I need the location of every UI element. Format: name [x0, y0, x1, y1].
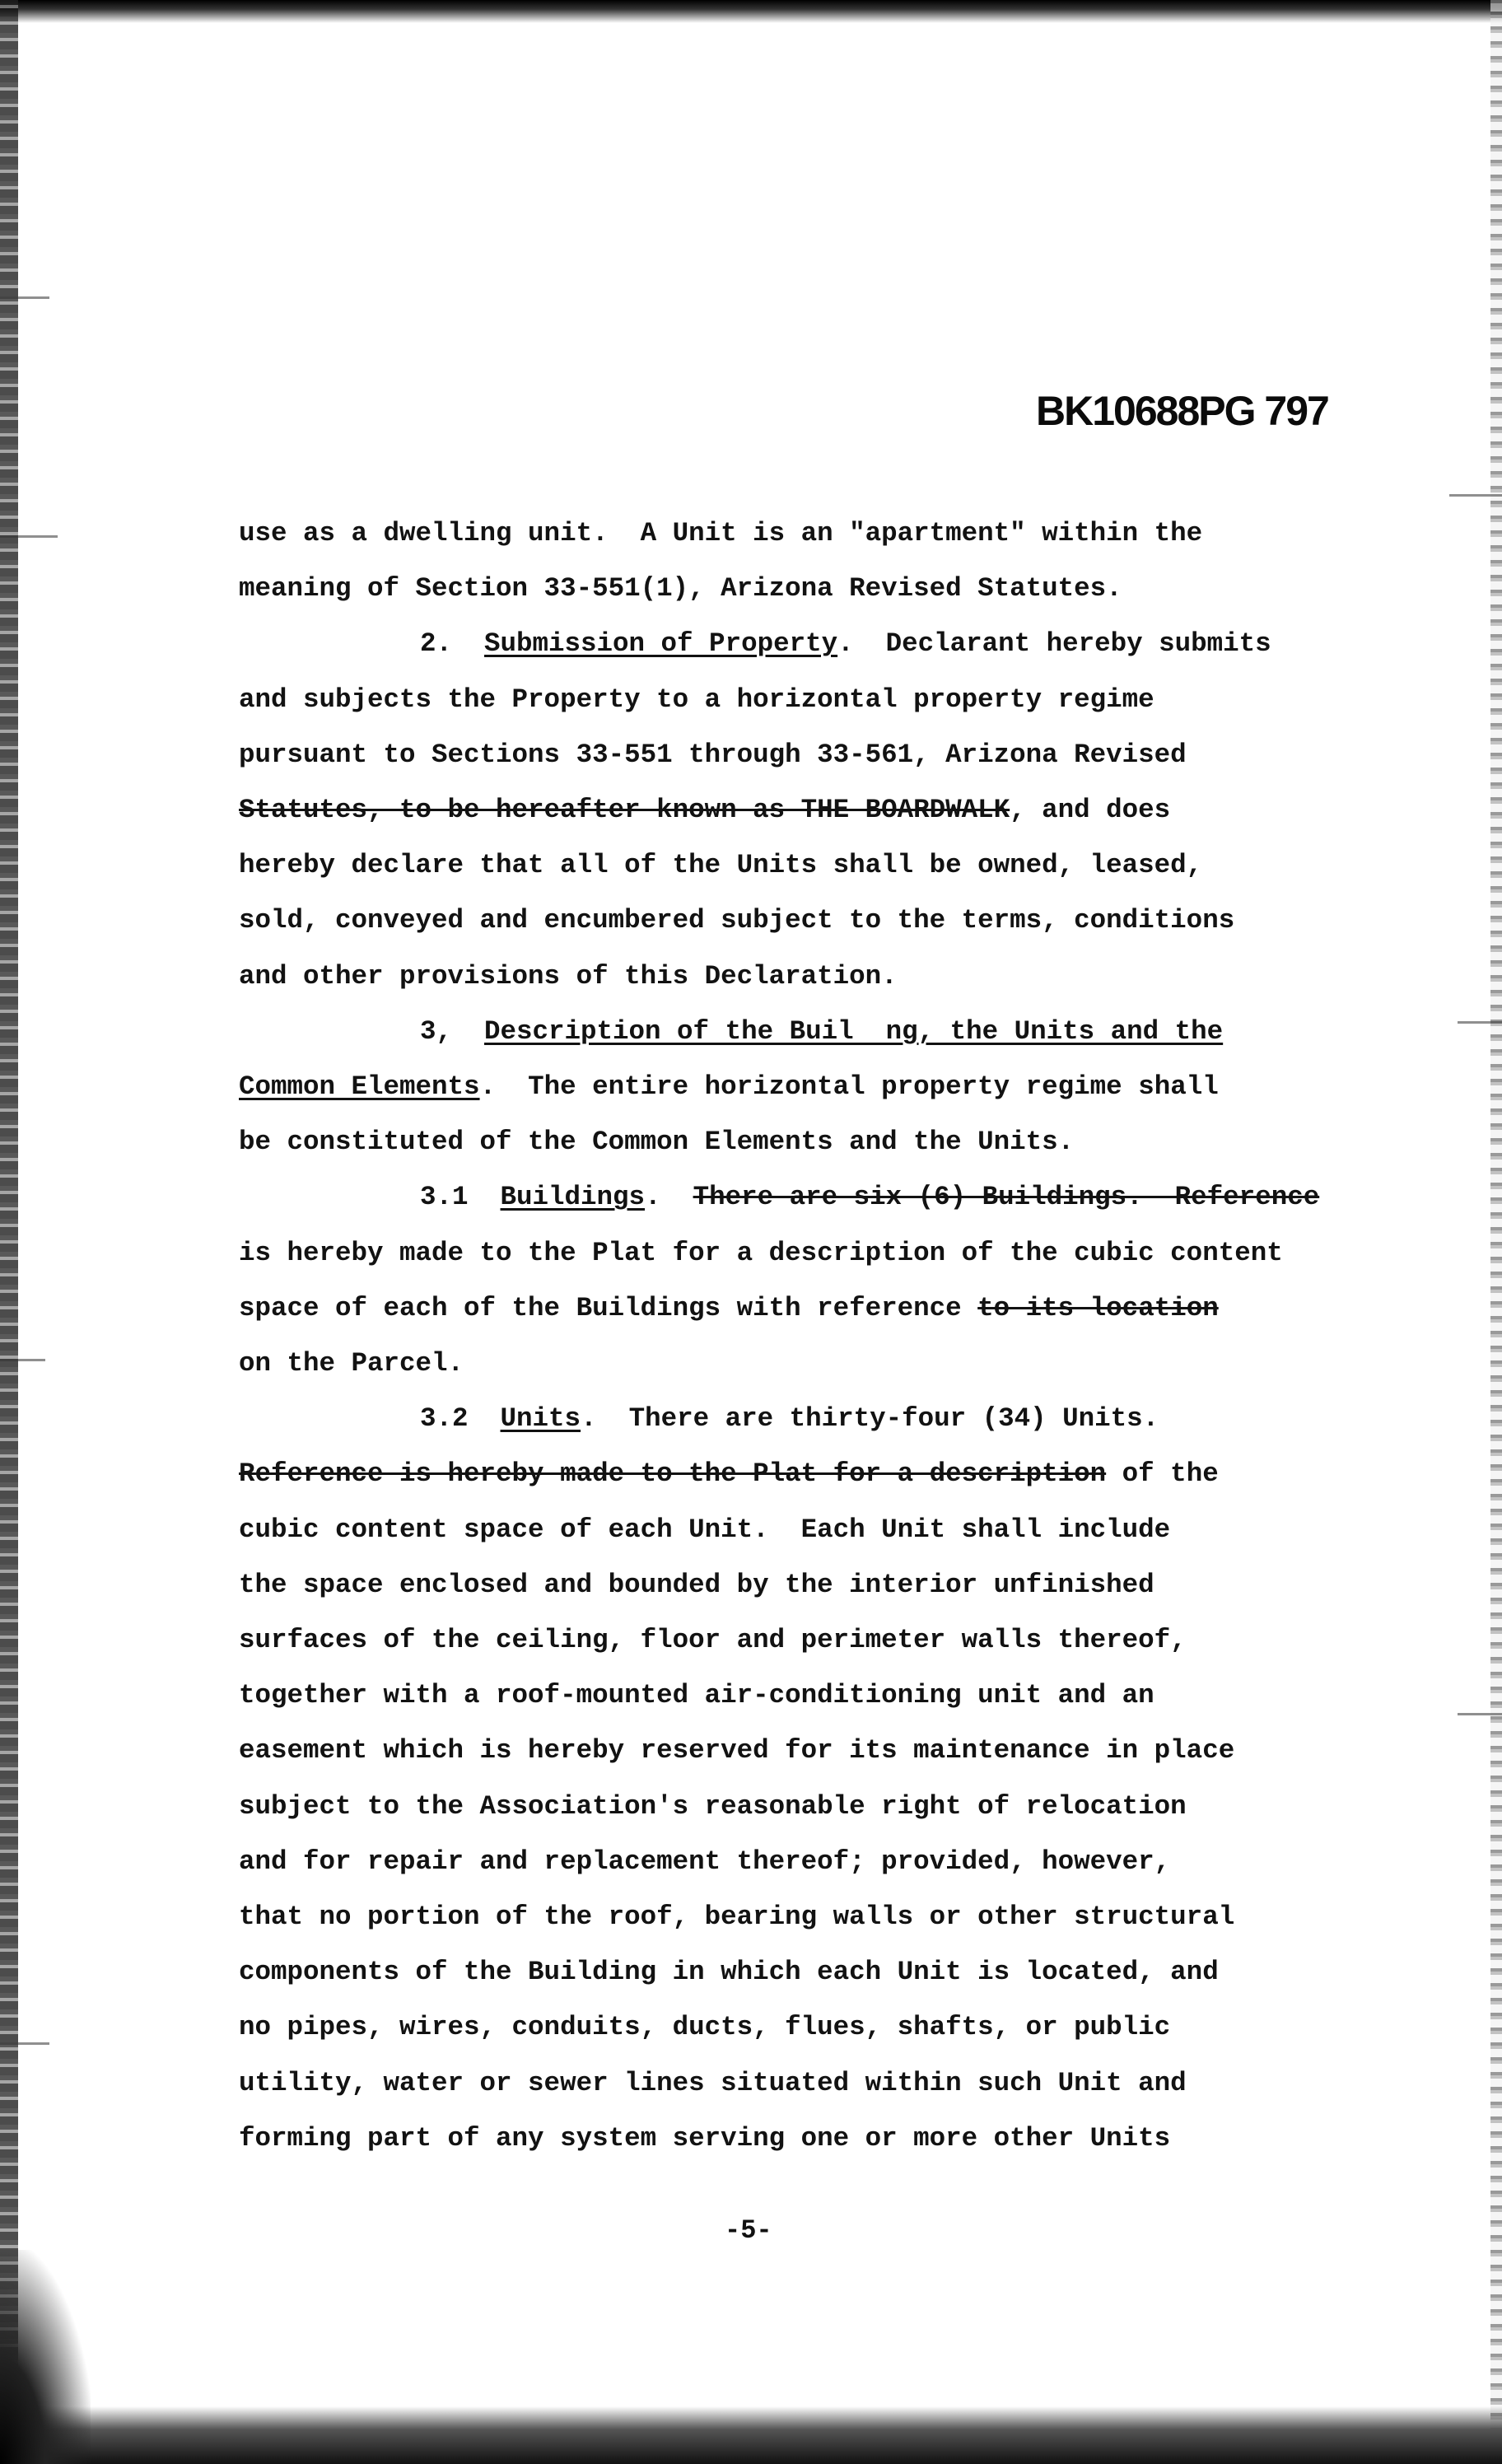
document-line: [239, 794, 1170, 827]
document-line: that no portion of the roof, bearing walls or other structural: [239, 1902, 1235, 1932]
scan-noise: [0, 2042, 49, 2045]
section-title: Submission of Property: [484, 628, 838, 660]
document-line: no pipes, wires, conduits, ducts, flues, shafts, or public: [239, 2012, 1171, 2043]
document-line: and other provisions of this Declaration.: [239, 960, 898, 992]
section-title: Units: [500, 1403, 581, 1435]
scan-corner-smudge: [0, 2250, 91, 2464]
document-line: and for repair and replacement thereof; provided, however,: [239, 1846, 1171, 1877]
document-line: is hereby made to the Plat for a description of the cubic content: [239, 1237, 1283, 1268]
document-line: and subjects the Property to a horizontal property regime: [239, 684, 1154, 715]
struck-text: Reference is hereby made to the Plat for a description: [239, 1458, 1107, 1490]
document-line: forming part of any system serving one or more other Units: [239, 2122, 1171, 2154]
document-line: [420, 1402, 1159, 1435]
document-line: cubic content space of each Unit. Each Unit shall include: [239, 1514, 1171, 1545]
page-number: -5-: [725, 2215, 772, 2246]
document-line: utility, water or sewer lines situated within such Unit and: [239, 2067, 1187, 2098]
scan-noise: [0, 296, 49, 299]
recording-stamp: BK10688PG 797: [1036, 388, 1328, 434]
section-title: Description of the Buil ng, the Units and the: [484, 1015, 1224, 1047]
line-text: space of each of the Buildings with reference: [239, 1292, 978, 1323]
scan-noise: [1458, 1021, 1502, 1024]
section-number: 3.1: [420, 1182, 501, 1213]
document-line: easement which is hereby reserved for its maintenance in place: [239, 1735, 1235, 1766]
document-line: sold, conveyed and encumbered subject to the terms, conditions: [239, 905, 1235, 936]
line-text: . Declarant hereby submits: [837, 628, 1271, 660]
document-line: [239, 1458, 1219, 1491]
document-line: pursuant to Sections 33-551 through 33-561, Arizona Revised: [239, 739, 1187, 770]
document-line: [420, 1181, 1319, 1214]
document-line: surfaces of the ceiling, floor and perimeter walls thereof,: [239, 1625, 1187, 1655]
document-line: the space enclosed and bounded by the interior unfinished: [239, 1569, 1154, 1600]
section-title: Common Elements: [239, 1071, 480, 1102]
scan-border-top: [0, 0, 1502, 23]
document-line: together with a roof-mounted air-conditioning unit and an: [239, 1680, 1154, 1711]
document-line: [420, 628, 1271, 660]
struck-text: There are six (6) Buildings. Reference: [693, 1182, 1320, 1213]
line-text: , and does: [1010, 795, 1171, 825]
document-line: [239, 1071, 1219, 1104]
section-number: 3.2: [420, 1403, 501, 1435]
scan-border-right: [1490, 0, 1502, 2464]
section-number: 3,: [420, 1015, 485, 1047]
document-line: [420, 1015, 1223, 1048]
line-text: of the: [1106, 1458, 1219, 1490]
document-line: use as a dwelling unit. A Unit is an "apartment" within the: [239, 518, 1203, 548]
line-text: . There are thirty-four (34) Units.: [581, 1403, 1159, 1435]
line-text: .: [645, 1182, 693, 1213]
struck-text: to its location: [977, 1292, 1219, 1323]
document-line: on the Parcel.: [239, 1348, 464, 1379]
document-line: components of the Building in which each Unit is located, and: [239, 1957, 1219, 1988]
document-line: [239, 1292, 1219, 1325]
scan-noise: [1458, 1713, 1502, 1715]
document-line: be constituted of the Common Elements and the Units.: [239, 1127, 1075, 1158]
struck-text: Statutes, to be hereafter known as THE BOARDWALK: [239, 795, 1010, 825]
scan-noise: [1449, 494, 1502, 497]
document-line: meaning of Section 33-551(1), Arizona Revised Statutes.: [239, 573, 1122, 604]
scan-noise: [0, 1359, 45, 1361]
scan-border-bottom: [0, 2406, 1502, 2464]
section-number: 2.: [420, 628, 485, 660]
line-text: . The entire horizontal property regime shall: [479, 1071, 1219, 1102]
document-line: hereby declare that all of the Units shall be owned, leased,: [239, 850, 1203, 881]
section-title: Buildings: [500, 1182, 646, 1213]
document-line: subject to the Association's reasonable right of relocation: [239, 1790, 1187, 1822]
scan-border-left: [0, 0, 18, 2464]
scan-noise: [0, 535, 58, 538]
